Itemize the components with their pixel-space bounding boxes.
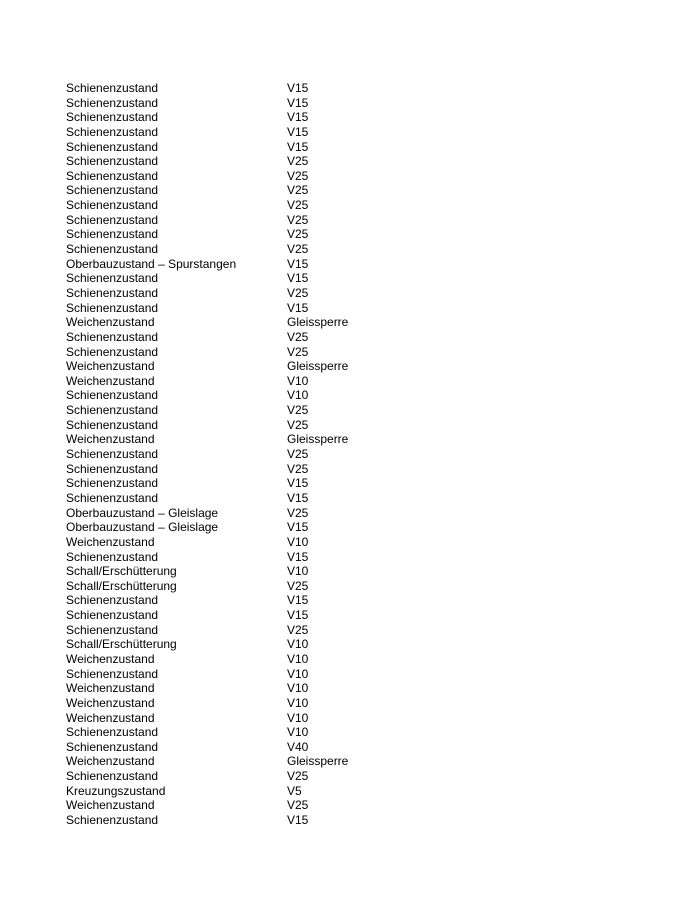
table-row — [66, 257, 466, 272]
speed-restriction-cell: V15 — [287, 476, 309, 491]
table-row — [66, 96, 466, 111]
table-row — [66, 242, 466, 257]
condition-type-cell: Schienenzustand — [66, 666, 159, 681]
speed-restriction-cell: V25 — [287, 447, 309, 462]
speed-restriction-cell: V15 — [287, 490, 309, 505]
table-row — [66, 110, 466, 125]
table-row — [66, 271, 466, 286]
condition-type-cell: Weichenzustand — [66, 710, 155, 725]
table-row — [66, 696, 466, 711]
table-row — [66, 740, 466, 755]
table-row — [66, 315, 466, 330]
condition-type-cell: Schienenzustand — [66, 344, 159, 359]
table-row — [66, 345, 466, 360]
condition-type-cell: Schienenzustand — [66, 227, 159, 242]
condition-type-cell: Weichenzustand — [66, 359, 155, 374]
speed-restriction-cell: V25 — [287, 417, 309, 432]
speed-restriction-cell: V15 — [287, 139, 309, 154]
condition-type-cell: Schienenzustand — [66, 461, 159, 476]
condition-type-cell: Schall/Erschütterung — [66, 564, 177, 579]
condition-type-cell: Schall/Erschütterung — [66, 637, 177, 652]
table-row — [66, 198, 466, 213]
table-row — [66, 506, 466, 521]
condition-type-cell: Weichenzustand — [66, 695, 155, 710]
table-row — [66, 769, 466, 784]
speed-restriction-cell: V10 — [287, 637, 309, 652]
condition-type-cell: Kreuzungszustand — [66, 783, 166, 798]
speed-restriction-cell: V10 — [287, 725, 309, 740]
table-row — [66, 579, 466, 594]
table-row — [66, 213, 466, 228]
condition-type-cell: Schienenzustand — [66, 95, 159, 110]
speed-restriction-cell: V25 — [287, 769, 309, 784]
table-row — [66, 286, 466, 301]
condition-type-cell: Schienenzustand — [66, 212, 159, 227]
table-row — [66, 140, 466, 155]
table-row — [66, 667, 466, 682]
table-row — [66, 550, 466, 565]
table-row — [66, 652, 466, 667]
speed-restriction-cell: V15 — [287, 81, 309, 95]
speed-restriction-cell: V25 — [287, 798, 309, 813]
condition-type-cell: Schienenzustand — [66, 139, 159, 154]
condition-type-cell: Schienenzustand — [66, 447, 159, 462]
speed-restriction-cell: V25 — [287, 198, 309, 213]
condition-type-cell: Schienenzustand — [66, 476, 159, 491]
condition-type-cell: Schienenzustand — [66, 329, 159, 344]
table-row — [66, 374, 466, 389]
condition-type-cell: Schienenzustand — [66, 183, 159, 198]
condition-type-cell: Schienenzustand — [66, 725, 159, 740]
speed-restriction-cell: V25 — [287, 344, 309, 359]
speed-restriction-cell: V10 — [287, 681, 309, 696]
condition-type-cell: Schienenzustand — [66, 739, 159, 754]
speed-restriction-cell: Gleissperre — [287, 359, 349, 374]
table-row — [66, 169, 466, 184]
table-row — [66, 154, 466, 169]
table-row — [66, 447, 466, 462]
table-row — [66, 681, 466, 696]
condition-type-cell: Schienenzustand — [66, 271, 159, 286]
table-row — [66, 608, 466, 623]
table-row — [66, 520, 466, 535]
condition-type-cell: Schienenzustand — [66, 388, 159, 403]
table-row — [66, 564, 466, 579]
speed-restriction-cell: V10 — [287, 710, 309, 725]
condition-type-cell: Schienenzustand — [66, 81, 159, 95]
table-row — [66, 798, 466, 813]
table-row — [66, 227, 466, 242]
speed-restriction-cell: V10 — [287, 651, 309, 666]
speed-restriction-cell: V25 — [287, 285, 309, 300]
table-row — [66, 359, 466, 374]
table-row — [66, 403, 466, 418]
table-row — [66, 725, 466, 740]
condition-type-cell: Oberbauzustand – Gleislage — [66, 505, 219, 520]
condition-type-cell: Schienenzustand — [66, 110, 159, 125]
speed-restriction-cell: V10 — [287, 534, 309, 549]
speed-restriction-cell: V25 — [287, 242, 309, 257]
table-row — [66, 81, 466, 96]
speed-restriction-cell: V10 — [287, 695, 309, 710]
condition-type-cell: Schienenzustand — [66, 593, 159, 608]
table-row — [66, 637, 466, 652]
table-row — [66, 183, 466, 198]
condition-type-cell: Weichenzustand — [66, 681, 155, 696]
condition-type-cell: Weichenzustand — [66, 534, 155, 549]
table-row — [66, 125, 466, 140]
table-row — [66, 535, 466, 550]
speed-restriction-cell: Gleissperre — [287, 315, 349, 330]
speed-restriction-cell: V15 — [287, 256, 309, 271]
table-row — [66, 476, 466, 491]
table-row — [66, 330, 466, 345]
condition-type-cell: Schall/Erschütterung — [66, 578, 177, 593]
speed-restriction-cell: V25 — [287, 578, 309, 593]
condition-type-cell: Schienenzustand — [66, 198, 159, 213]
condition-type-cell: Schienenzustand — [66, 154, 159, 169]
speed-restriction-cell: V10 — [287, 666, 309, 681]
condition-type-cell: Oberbauzustand – Spurstangen — [66, 256, 237, 271]
speed-restriction-cell: V25 — [287, 227, 309, 242]
speed-restriction-cell: V40 — [287, 739, 309, 754]
condition-type-cell: Oberbauzustand – Gleislage — [66, 520, 219, 535]
table-row — [66, 593, 466, 608]
table-row — [66, 711, 466, 726]
condition-type-cell: Schienenzustand — [66, 417, 159, 432]
condition-type-cell: Schienenzustand — [66, 242, 159, 257]
table-row — [66, 491, 466, 506]
speed-restriction-cell: V25 — [287, 403, 309, 418]
condition-type-cell: Weichenzustand — [66, 373, 155, 388]
table-row — [66, 623, 466, 638]
condition-type-cell: Schienenzustand — [66, 490, 159, 505]
table-row — [66, 418, 466, 433]
speed-restriction-cell: V15 — [287, 271, 309, 286]
speed-restriction-cell: V25 — [287, 168, 309, 183]
speed-restriction-cell: V10 — [287, 373, 309, 388]
speed-restriction-cell: V15 — [287, 110, 309, 125]
table-row — [66, 432, 466, 447]
condition-type-cell: Weichenzustand — [66, 798, 155, 813]
condition-type-cell: Schienenzustand — [66, 622, 159, 637]
condition-type-cell: Schienenzustand — [66, 769, 159, 784]
speed-restriction-cell: V15 — [287, 124, 309, 139]
condition-type-cell: Schienenzustand — [66, 813, 159, 828]
speed-restriction-cell: V25 — [287, 622, 309, 637]
condition-table — [66, 81, 466, 828]
speed-restriction-cell: Gleissperre — [287, 432, 349, 447]
condition-type-cell: Schienenzustand — [66, 608, 159, 623]
table-row — [66, 784, 466, 799]
table-row — [66, 301, 466, 316]
condition-type-cell: Schienenzustand — [66, 403, 159, 418]
speed-restriction-cell: V25 — [287, 212, 309, 227]
condition-type-cell: Weichenzustand — [66, 315, 155, 330]
condition-type-cell: Schienenzustand — [66, 168, 159, 183]
speed-restriction-cell: V10 — [287, 564, 309, 579]
condition-type-cell: Schienenzustand — [66, 124, 159, 139]
speed-restriction-cell: V5 — [287, 783, 302, 798]
condition-type-cell: Schienenzustand — [66, 285, 159, 300]
speed-restriction-cell: V25 — [287, 505, 309, 520]
condition-type-cell: Weichenzustand — [66, 432, 155, 447]
condition-type-cell: Weichenzustand — [66, 754, 155, 769]
speed-restriction-cell: V25 — [287, 461, 309, 476]
speed-restriction-cell: V15 — [287, 593, 309, 608]
speed-restriction-cell: V15 — [287, 300, 309, 315]
speed-restriction-cell: V10 — [287, 388, 309, 403]
speed-restriction-cell: V25 — [287, 183, 309, 198]
table-row — [66, 388, 466, 403]
table-row — [66, 813, 466, 828]
speed-restriction-cell: V15 — [287, 95, 309, 110]
speed-restriction-cell: V15 — [287, 608, 309, 623]
table-row — [66, 754, 466, 769]
condition-type-cell: Weichenzustand — [66, 651, 155, 666]
speed-restriction-cell: V25 — [287, 154, 309, 169]
condition-type-cell: Schienenzustand — [66, 300, 159, 315]
speed-restriction-cell: V15 — [287, 520, 309, 535]
speed-restriction-cell: V15 — [287, 813, 309, 828]
condition-type-cell: Schienenzustand — [66, 549, 159, 564]
speed-restriction-cell: Gleissperre — [287, 754, 349, 769]
speed-restriction-cell: V25 — [287, 329, 309, 344]
table-row — [66, 462, 466, 477]
speed-restriction-cell: V15 — [287, 549, 309, 564]
